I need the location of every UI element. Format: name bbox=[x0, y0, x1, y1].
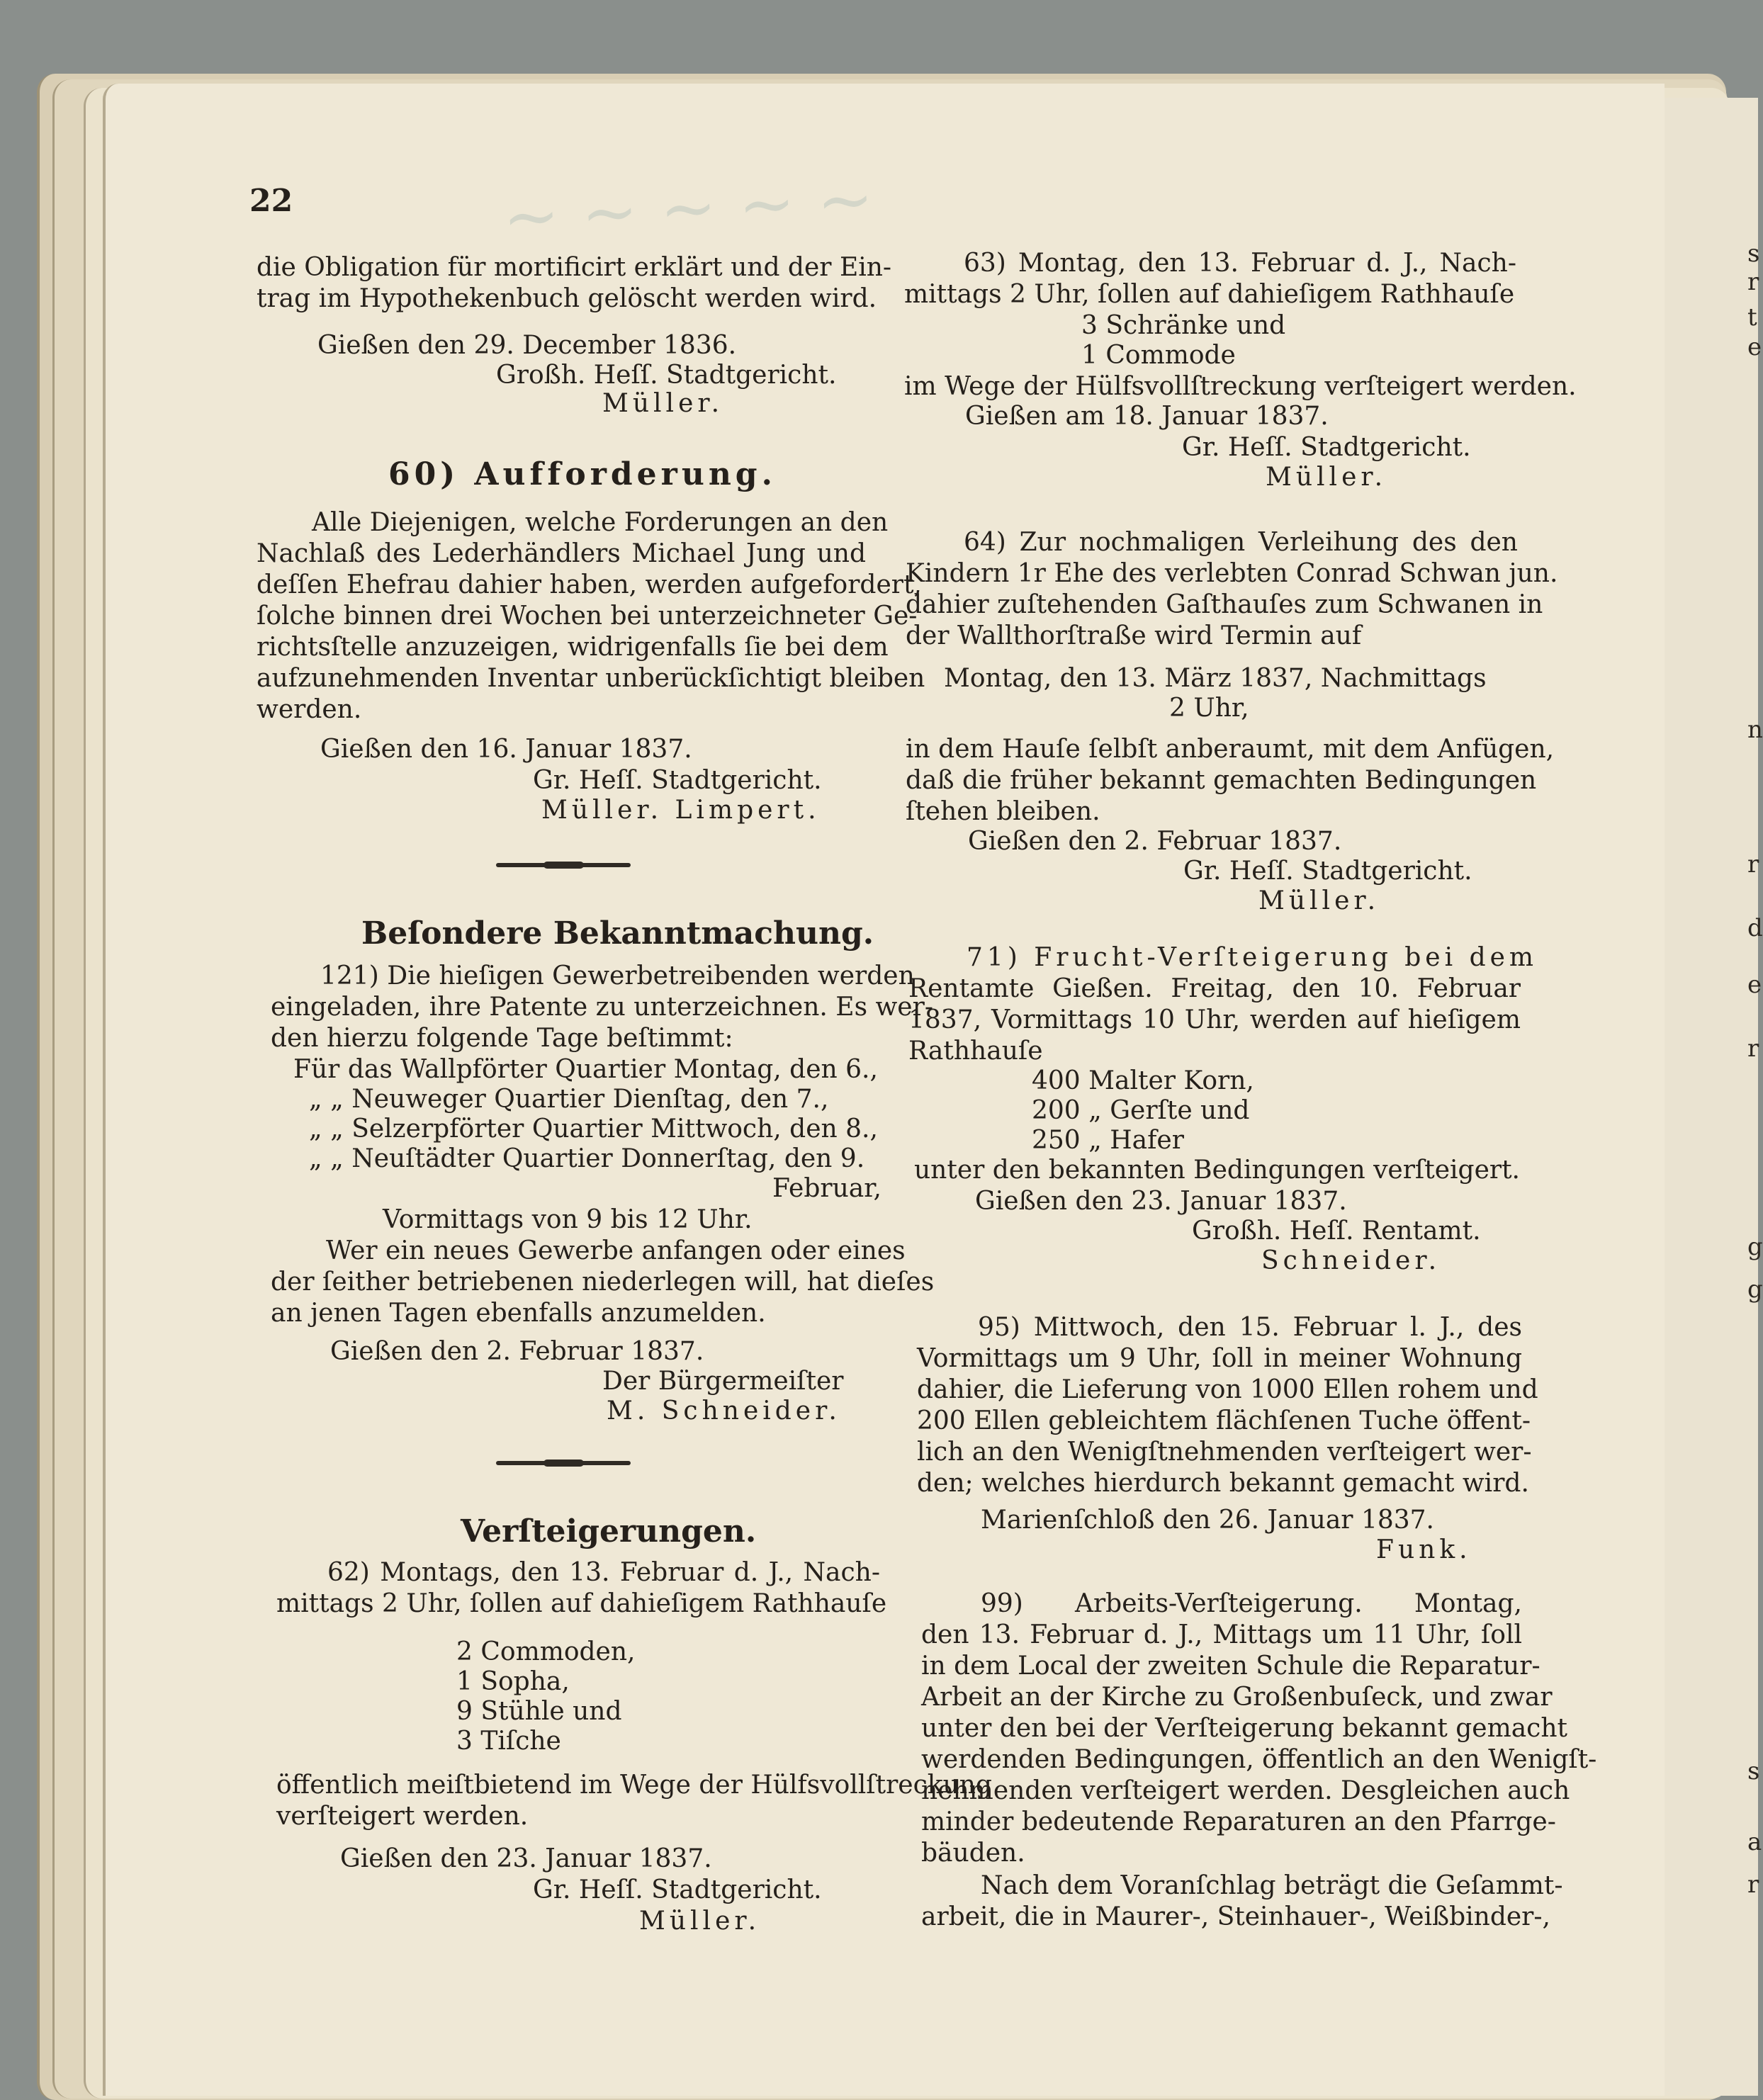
text-line: nehmenden verſteigert werden. Desgleichen auch bbox=[921, 1776, 1570, 1805]
notice-date: Gießen den 2. Februar 1837. bbox=[968, 827, 1342, 856]
text-line: der Wallthorſtraße wird Termin auf bbox=[906, 621, 1362, 650]
notice-date: Gießen den 29. December 1836. bbox=[317, 331, 737, 360]
facing-page-letter: g bbox=[1747, 1233, 1763, 1261]
text-line: arbeit, die in Maurer-, Steinhauer-, Weißbinder-, bbox=[921, 1902, 1550, 1931]
facing-page-letter: g bbox=[1747, 1275, 1763, 1304]
text-line: den; welches hierdurch bekannt gemacht wird. bbox=[917, 1469, 1529, 1498]
notice-office: Gr. Heſſ. Stadtgericht. bbox=[1183, 857, 1472, 886]
section-divider bbox=[496, 863, 631, 867]
section-heading: Beſondere Bekanntmachung. bbox=[361, 915, 874, 952]
bleed-through-decoration: ~ ~ ~ ~ ~ bbox=[500, 159, 876, 258]
item-line: 2 Commoden, bbox=[456, 1637, 636, 1666]
notice-date: Gießen den 23. Januar 1837. bbox=[975, 1187, 1347, 1216]
text-line: daß die früher bekannt gemachten Bedingungen bbox=[906, 766, 1537, 795]
text-line: ſtehen bleiben. bbox=[906, 797, 1100, 826]
notice-signature: Müller. bbox=[1266, 463, 1387, 492]
termin-line: Montag, den 13. März 1837, Nachmittags bbox=[944, 664, 1487, 693]
item-line: 3 Tiſche bbox=[456, 1727, 561, 1756]
text-line: 62) Montags, den 13. Februar d. J., Nach- bbox=[327, 1558, 880, 1587]
facing-page-letter: d bbox=[1747, 914, 1763, 942]
item-line: 400 Malter Korn, bbox=[1032, 1066, 1254, 1095]
text-line: werden. bbox=[257, 695, 362, 724]
facing-page-letter: s bbox=[1747, 239, 1760, 268]
text-line: unter den bei der Verſteigerung bekannt gemacht bbox=[921, 1714, 1567, 1743]
text-line: dahier, die Lieferung von 1000 Ellen rohem und bbox=[917, 1375, 1538, 1404]
text-line: die Obligation für mortificirt erklärt und der Ein- bbox=[257, 253, 892, 282]
facing-page-letter: a bbox=[1747, 1828, 1762, 1856]
notice-office: Gr. Heſſ. Stadtgericht. bbox=[1182, 433, 1471, 462]
termin-line: 2 Uhr, bbox=[1169, 694, 1249, 723]
notice-signature: Funk. bbox=[1376, 1535, 1472, 1564]
notice-signature: Müller. Limpert. bbox=[541, 796, 821, 825]
notice-date: Gießen am 18. Januar 1837. bbox=[965, 402, 1329, 431]
text-line: Alle Diejenigen, welche Forderungen an den bbox=[312, 508, 889, 537]
text-line: bäuden. bbox=[921, 1839, 1025, 1868]
text-line: 63) Montag, den 13. Februar d. J., Nach- bbox=[964, 249, 1516, 278]
schedule-line: „ „ Neuweger Quartier Dienſtag, den 7., bbox=[309, 1085, 829, 1114]
text-line: 200 Ellen gebleichtem flächſenen Tuche öffent- bbox=[917, 1406, 1531, 1435]
text-line: 1837, Vormittags 10 Uhr, werden auf hieſigem bbox=[908, 1005, 1521, 1034]
schedule-line: „ „ Neuſtädter Quartier Donnerſtag, den 9. bbox=[309, 1144, 865, 1173]
notice-date: Marienſchloß den 26. Januar 1837. bbox=[981, 1506, 1435, 1535]
text-line: trag im Hypothekenbuch gelöscht werden wird. bbox=[257, 284, 877, 313]
facing-page-letter: e bbox=[1747, 333, 1762, 361]
text-line: verſteigert werden. bbox=[276, 1802, 529, 1831]
facing-page-letter: n bbox=[1747, 716, 1763, 744]
facing-page-letter: r bbox=[1747, 1034, 1759, 1063]
text-line: in dem Hauſe ſelbſt anberaumt, mit dem Anfügen, bbox=[906, 735, 1555, 764]
item-line: 1 Sopha, bbox=[456, 1667, 570, 1696]
text-line: Rentamte Gießen. Freitag, den 10. Februar bbox=[908, 974, 1521, 1003]
schedule-month: Februar, bbox=[772, 1174, 882, 1203]
text-line: 64) Zur nochmaligen Verleihung des den bbox=[964, 528, 1518, 557]
notice-signature: Schneider. bbox=[1261, 1246, 1441, 1275]
notice-office: Gr. Heſſ. Stadtgericht. bbox=[533, 1875, 822, 1904]
text-line: Vormittags um 9 Uhr, ſoll in meiner Wohnung bbox=[917, 1344, 1522, 1373]
text-line: Nach dem Voranſchlag beträgt die Geſammt- bbox=[981, 1871, 1563, 1900]
facing-page-letter: r bbox=[1747, 268, 1759, 296]
text-line: deſſen Ehefrau dahier haben, werden aufgefordert, bbox=[257, 570, 922, 599]
text-line: 95) Mittwoch, den 15. Februar l. J., des bbox=[978, 1313, 1522, 1342]
text-line: Kindern 1r Ehe des verlebten Conrad Schwan jun. bbox=[906, 559, 1558, 588]
facing-page-letter: r bbox=[1747, 850, 1759, 879]
notice-date: Gießen den 2. Februar 1837. bbox=[330, 1337, 704, 1366]
text-line: den hierzu folgende Tage beſtimmt: bbox=[271, 1024, 733, 1053]
item-line: 1 Commode bbox=[1081, 341, 1236, 370]
text-line: an jenen Tagen ebenfalls anzumelden. bbox=[271, 1299, 766, 1328]
section-divider bbox=[496, 1461, 631, 1465]
text-line: minder bedeutende Reparaturen an den Pfarrge- bbox=[921, 1807, 1556, 1836]
item-line: 3 Schränke und bbox=[1081, 311, 1286, 340]
text-line: richtsſtelle anzuzeigen, widrigenfalls ſie bei dem bbox=[257, 633, 889, 662]
notice-signature: Müller. bbox=[1258, 886, 1380, 915]
text-line: mittags 2 Uhr, ſollen auf dahieſigem Rathhauſe bbox=[904, 280, 1515, 309]
text-line: dahier zuſtehenden Gaſthauſes zum Schwanen in bbox=[906, 590, 1543, 619]
item-line: 9 Stühle und bbox=[456, 1697, 622, 1726]
text-line: im Wege der Hülfsvollſtreckung verſteigert werden. bbox=[904, 372, 1577, 401]
notice-date: Gießen den 16. Januar 1837. bbox=[320, 735, 692, 764]
item-line: 250 „ Hafer bbox=[1032, 1126, 1184, 1155]
text-line: Nachlaß des Lederhändlers Michael Jung und bbox=[257, 539, 866, 568]
text-line: unter den bekannten Bedingungen verſteigert. bbox=[914, 1156, 1520, 1185]
schedule-line: Für das Wallpförter Quartier Montag, den 6., bbox=[293, 1055, 878, 1084]
text-line: aufzunehmenden Inventar unberückſichtigt bleiben bbox=[257, 664, 925, 693]
notice-signature: Müller. bbox=[602, 389, 724, 418]
notice-office: Der Bürgermeiſter bbox=[602, 1367, 844, 1396]
text-line: öffentlich meiſtbietend im Wege der Hülfsvollſtreckung bbox=[276, 1771, 992, 1800]
item-line: 200 „ Gerſte und bbox=[1032, 1096, 1250, 1125]
text-line: 121) Die hieſigen Gewerbetreibenden werden bbox=[320, 961, 915, 990]
text-line: Arbeit an der Kirche zu Großenbuſeck, und zwar bbox=[921, 1683, 1553, 1712]
text-line: in dem Local der zweiten Schule die Reparatur- bbox=[921, 1652, 1540, 1681]
text-line: den 13. Februar d. J., Mittags um 11 Uhr, ſoll bbox=[921, 1620, 1522, 1649]
text-line: mittags 2 Uhr, ſollen auf dahieſigem Rathhauſe bbox=[276, 1589, 887, 1618]
section-heading: Verſteigerungen. bbox=[461, 1513, 757, 1549]
text-line: lich an den Wenigſtnehmenden verſteigert wer- bbox=[917, 1438, 1532, 1467]
notice-signature: Müller. bbox=[639, 1907, 761, 1936]
schedule-line: „ „ Selzerpförter Quartier Mittwoch, den 8., bbox=[309, 1114, 878, 1144]
text-line: Rathhauſe bbox=[908, 1037, 1043, 1066]
notice-office: Großh. Heſſ. Rentamt. bbox=[1192, 1216, 1481, 1246]
facing-page-letter: s bbox=[1747, 1757, 1760, 1785]
text-line: werdenden Bedingungen, öffentlich an den Wenigſt- bbox=[921, 1745, 1597, 1774]
facing-page-letter: t bbox=[1747, 303, 1757, 332]
text-line: eingeladen, ihre Patente zu unterzeichnen. Es wer- bbox=[271, 993, 933, 1022]
text-line: ſolche binnen drei Wochen bei unterzeichneter Ge- bbox=[257, 602, 918, 631]
notice-signature: M. Schneider. bbox=[607, 1396, 841, 1426]
text-line: Wer ein neues Gewerbe anfangen oder eines bbox=[326, 1236, 906, 1265]
facing-page-letter: r bbox=[1747, 1870, 1759, 1899]
text-line: 71) Frucht-Verſteigerung bei dem bbox=[967, 943, 1538, 972]
schedule-hours: Vormittags von 9 bis 12 Uhr. bbox=[383, 1205, 753, 1234]
text-line: 99) Arbeits-Verſteigerung. Montag, bbox=[981, 1589, 1522, 1618]
page-number: 22 bbox=[249, 183, 293, 219]
notice-office: Großh. Heſſ. Stadtgericht. bbox=[496, 361, 837, 390]
notice-date: Gießen den 23. Januar 1837. bbox=[340, 1844, 712, 1873]
text-line: der ſeither betriebenen niederlegen will, hat dieſes bbox=[271, 1268, 935, 1297]
facing-page-letter: e bbox=[1747, 971, 1762, 999]
notice-office: Gr. Heſſ. Stadtgericht. bbox=[533, 766, 822, 795]
notice-heading: 60) Aufforderung. bbox=[388, 456, 777, 492]
